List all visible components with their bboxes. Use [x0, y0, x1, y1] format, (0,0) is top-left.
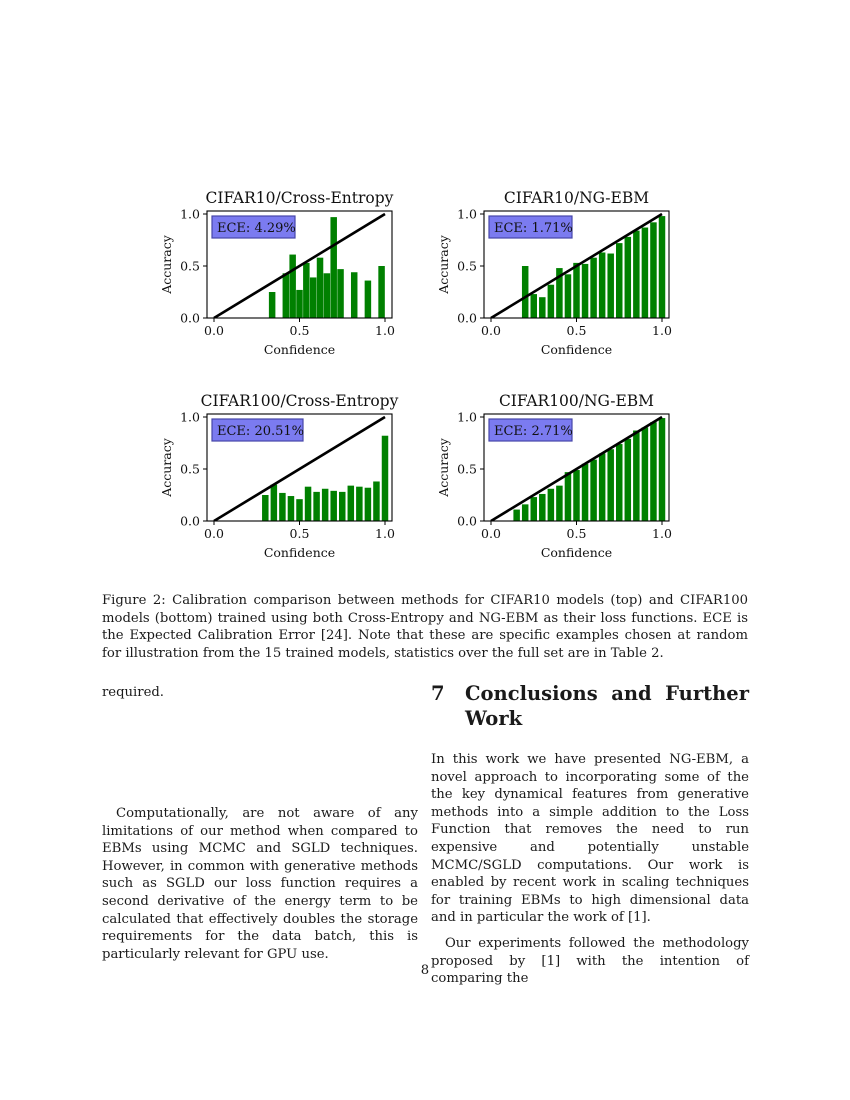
x-tick-label: 0.5: [566, 526, 587, 541]
chart-title: CIFAR10/Cross-Entropy: [205, 189, 394, 207]
chart-cifar10-cross-entropy: [150, 180, 410, 365]
calibration-bar: [599, 252, 605, 318]
calibration-bar: [590, 460, 596, 521]
calibration-bar: [582, 464, 588, 521]
calibration-bar: [310, 277, 316, 318]
calibration-bar: [607, 449, 613, 521]
calibration-bar: [296, 499, 302, 521]
y-axis-label: Accuracy: [436, 438, 451, 497]
y-axis-label: Accuracy: [436, 235, 451, 294]
calibration-bar: [324, 273, 330, 318]
left-paragraph-computationally: Computationally, are not aware of any limitations of our method when compared to EBMs using MCMC and SGLD techniques. However, in common with generative methods such as SGLD our loss function requires a second derivative of the energy term to be calculated that effectively doubles the storage requirements for the data batch, this is particularly relevant for GPU use.: [102, 806, 418, 962]
calibration-bar: [513, 510, 519, 521]
y-tick-label: 0.0: [180, 310, 200, 326]
calibration-bar: [565, 472, 571, 521]
calibration-bar: [522, 266, 528, 318]
calibration-bar: [283, 273, 289, 318]
calibration-bar: [590, 258, 596, 318]
x-tick-label: 1.0: [652, 323, 672, 338]
y-tick-label: 0.5: [457, 461, 477, 477]
x-axis-label: Confidence: [263, 545, 336, 560]
calibration-bar: [317, 258, 323, 318]
figure-caption: Figure 2: Calibration comparison between methods for CIFAR10 models (top) and CIFAR100 models (bottom) trained using both Cross-Entropy and NG-EBM as their loss functions. ECE is the Expected Calibration Error [24]. Note that these are specific examples chosen at random for illustration from the 15 trained models, statistics over the full set are in Table 2.: [102, 593, 748, 661]
chart-title: CIFAR100/NG-EBM: [498, 392, 655, 410]
ece-annotation-text: ECE: 1.71%: [494, 221, 573, 236]
x-axis-label: Confidence: [540, 342, 613, 357]
left-column-para-1: [102, 684, 418, 702]
y-tick-label: 1.0: [180, 206, 200, 222]
calibration-bar: [365, 488, 371, 521]
calibration-bar: [522, 504, 528, 521]
calibration-bar: [305, 487, 311, 521]
calibration-bar: [607, 254, 613, 318]
calibration-bar: [539, 494, 545, 521]
calibration-bar: [296, 290, 302, 318]
calibration-bar: [337, 269, 343, 318]
calibration-bar: [650, 222, 656, 318]
y-tick-label: 1.0: [457, 206, 477, 222]
calibration-bar: [616, 243, 622, 318]
calibration-bar: [565, 274, 571, 318]
right-paragraph-1: In this work we have presented NG-EBM, a novel approach to incorporating some of the the key dynamical features from generative methods into a simple addition to the Loss Function that removes the need to run expensive and potentially unstable MCMC/SGLD computations. Our work is enabled by recent work in scaling techniques for training EBMs to high dimensional data and in particular the work of [1].: [431, 752, 749, 926]
page-number: 8: [420, 963, 430, 978]
y-tick-label: 1.0: [457, 409, 477, 425]
left-column-para-2: [102, 805, 418, 963]
calibration-bar: [556, 486, 562, 521]
calibration-bar: [303, 263, 309, 318]
calibration-bar: [330, 217, 336, 318]
y-tick-label: 1.0: [180, 409, 200, 425]
right-paragraph-2: Our experiments followed the methodology proposed by [1] with the intention of comparing the: [431, 935, 749, 987]
x-tick-label: 0.5: [566, 323, 587, 338]
calibration-bar: [348, 486, 354, 521]
calibration-bar: [625, 237, 631, 318]
y-axis-label: Accuracy: [159, 235, 174, 294]
chart-title: CIFAR10/NG-EBM: [503, 189, 650, 207]
calibration-bar: [269, 292, 275, 318]
calibration-bar: [548, 285, 554, 318]
x-tick-label: 0.0: [481, 526, 501, 541]
calibration-bar: [548, 489, 554, 521]
calibration-bar: [271, 485, 277, 521]
ece-annotation-text: ECE: 4.29%: [217, 221, 296, 236]
calibration-bar: [625, 439, 631, 521]
calibration-bar: [378, 266, 384, 318]
calibration-bar: [650, 422, 656, 521]
x-tick-label: 1.0: [375, 323, 395, 338]
calibration-bar: [339, 492, 345, 521]
calibration-bar: [582, 264, 588, 318]
x-tick-label: 0.5: [289, 526, 310, 541]
calibration-bar: [356, 487, 362, 521]
calibration-bar: [313, 492, 319, 521]
calibration-bar: [382, 436, 388, 521]
y-tick-label: 0.5: [457, 258, 477, 274]
x-tick-label: 0.0: [481, 323, 501, 338]
calibration-bar: [289, 255, 295, 318]
calibration-bar: [322, 489, 328, 521]
right-column: [431, 751, 749, 988]
calibration-bar: [373, 481, 379, 521]
x-axis-label: Confidence: [263, 342, 336, 357]
x-tick-label: 0.0: [204, 526, 224, 541]
calibration-bar: [288, 496, 294, 521]
calibration-bar: [539, 297, 545, 318]
ece-annotation-text: ECE: 20.51%: [217, 424, 305, 439]
calibration-bar: [642, 228, 648, 318]
calibration-bar: [642, 427, 648, 521]
y-tick-label: 0.0: [180, 513, 200, 529]
chart-cifar10-ng-ebm: [427, 180, 687, 365]
calibration-bar: [365, 281, 371, 318]
chart-title: CIFAR100/Cross-Entropy: [200, 392, 399, 410]
y-tick-label: 0.0: [457, 310, 477, 326]
calibration-bar: [330, 491, 336, 521]
y-tick-label: 0.5: [180, 258, 200, 274]
calibration-bar: [351, 272, 357, 318]
ece-annotation-text: ECE: 2.71%: [494, 424, 573, 439]
x-tick-label: 1.0: [375, 526, 395, 541]
x-axis-label: Confidence: [540, 545, 613, 560]
y-tick-label: 0.0: [457, 513, 477, 529]
calibration-bar: [616, 444, 622, 521]
x-tick-label: 0.0: [204, 323, 224, 338]
calibration-bar: [573, 263, 579, 318]
calibration-bar: [599, 453, 605, 521]
calibration-bar: [531, 294, 537, 318]
section-number: 7: [431, 682, 445, 705]
calibration-bar: [633, 431, 639, 521]
chart-cifar100-ng-ebm: [427, 383, 687, 568]
section-title: Conclusions and Further Work: [465, 682, 749, 730]
calibration-bar: [573, 470, 579, 521]
calibration-bar: [659, 216, 665, 318]
calibration-bar: [279, 493, 285, 521]
left-paragraph-required: required.: [102, 685, 165, 700]
x-tick-label: 1.0: [652, 526, 672, 541]
y-tick-label: 0.5: [180, 461, 200, 477]
calibration-bar: [633, 231, 639, 318]
y-axis-label: Accuracy: [159, 438, 174, 497]
calibration-bar: [659, 418, 665, 521]
chart-cifar100-cross-entropy: [150, 383, 410, 568]
calibration-bar: [531, 497, 537, 521]
calibration-bar: [262, 495, 268, 521]
x-tick-label: 0.5: [289, 323, 310, 338]
